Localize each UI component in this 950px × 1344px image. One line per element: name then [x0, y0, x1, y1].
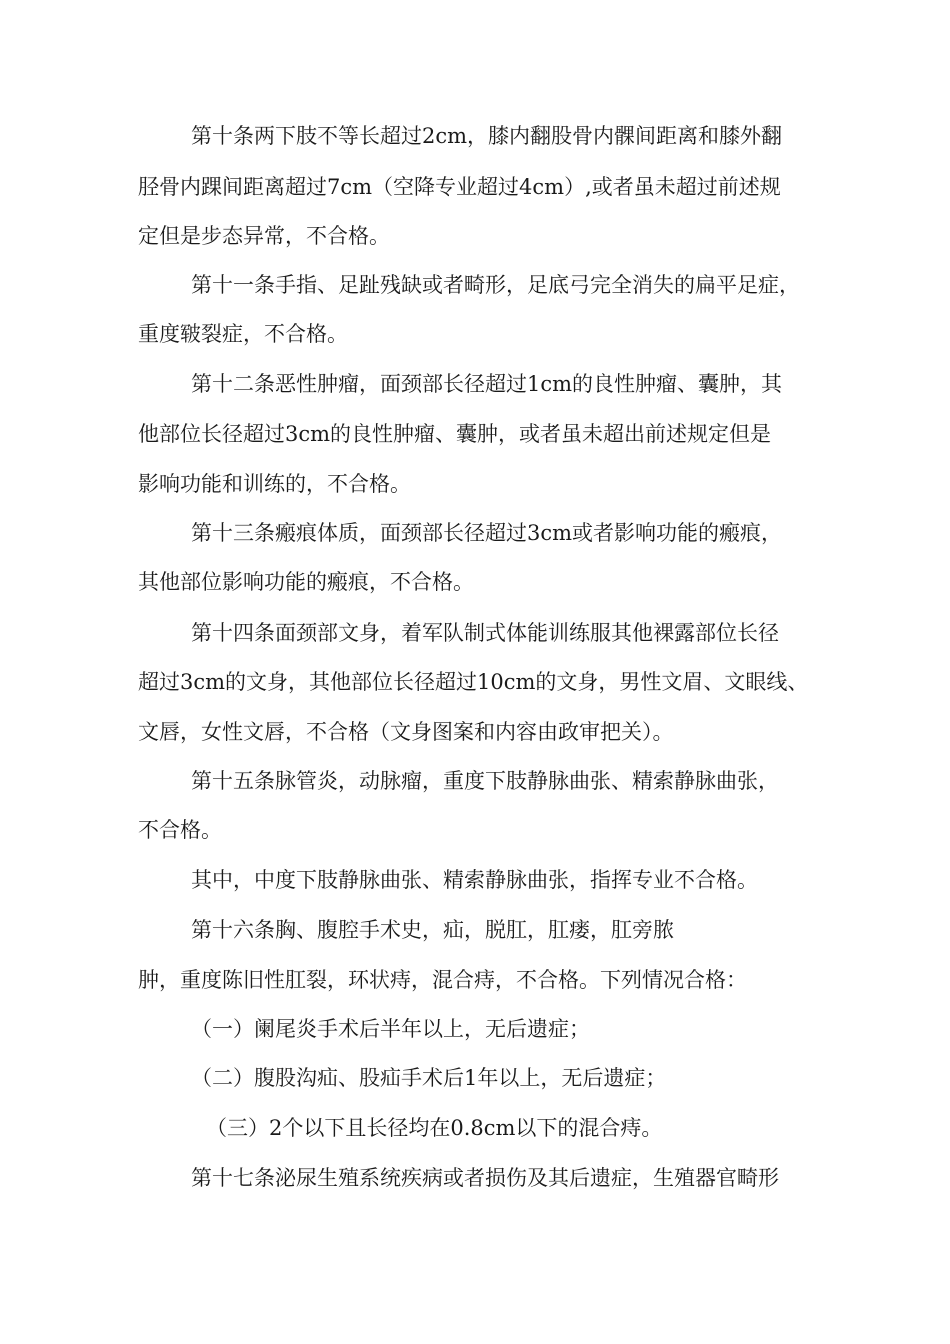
- text-line: 第十七条泌尿生殖系统疾病或者损伤及其后遗症，生殖器官畸形: [191, 1166, 779, 1190]
- text-line: 第十二条恶性肿瘤，面颈部长径超过1cm的良性肿瘤、囊肿，其: [191, 372, 783, 396]
- text-line: 影响功能和训练的，不合格。: [138, 472, 411, 496]
- text-line: 其中，中度下肢静脉曲张、精索静脉曲张，指挥专业不合格。: [191, 868, 758, 892]
- text-line: 第十五条脉管炎，动脉瘤，重度下肢静脉曲张、精索静脉曲张，: [191, 769, 779, 793]
- text-line: 不合格。: [138, 818, 222, 842]
- text-line: （一）阑尾炎手术后半年以上，无后遗症；: [191, 1017, 590, 1041]
- text-line: 定但是步态异常，不合格。: [138, 224, 390, 248]
- text-line: （三）2个以下且长径均在0.8cm以下的混合痔。: [206, 1116, 663, 1140]
- text-line: 胫骨内踝间距离超过7cm（空降专业超过4cm）,或者虽未超过前述规: [138, 175, 781, 199]
- text-line: 他部位长径超过3cm的良性肿瘤、囊肿，或者虽未超出前述规定但是: [138, 422, 772, 446]
- text-line: 第十三条瘢痕体质，面颈部长径超过3cm或者影响功能的瘢痕，: [191, 521, 783, 545]
- text-line: （二）腹股沟疝、股疝手术后1年以上，无后遗症；: [191, 1066, 667, 1090]
- text-line: 第十六条胸、腹腔手术史，疝，脱肛，肛瘘，肛旁脓: [191, 918, 674, 942]
- text-line: 第十条两下肢不等长超过2cm，膝内翻股骨内髁间距离和膝外翻: [191, 124, 783, 148]
- text-line: 文唇，女性文唇，不合格（文身图案和内容由政审把关）。: [138, 720, 674, 744]
- text-line: 第十四条面颈部文身，着军队制式体能训练服其他裸露部位长径: [191, 621, 779, 645]
- text-line: 超过3cm的文身，其他部位长径超过10cm的文身，男性文眉、文眼线、: [138, 670, 809, 694]
- text-line: 其他部位影响功能的瘢痕，不合格。: [138, 570, 474, 594]
- text-line: 第十一条手指、足趾残缺或者畸形，足底弓完全消失的扁平足症，: [191, 273, 800, 297]
- text-line: 肿，重度陈旧性肛裂，环状痔，混合痔，不合格。下列情况合格：: [138, 968, 747, 992]
- text-line: 重度皲裂症，不合格。: [138, 322, 348, 346]
